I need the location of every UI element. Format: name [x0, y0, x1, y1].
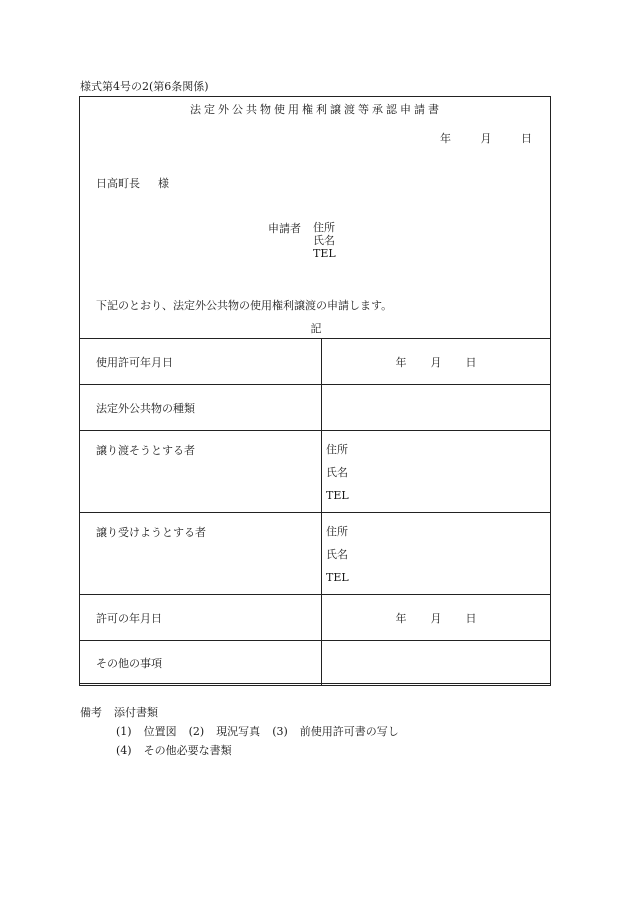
table-row [80, 339, 551, 385]
addressee [96, 178, 169, 189]
addressee-honorific: 様 [158, 177, 169, 190]
table-row [80, 595, 551, 641]
notes-heading [80, 707, 158, 718]
details-table [79, 338, 551, 686]
approval-date-field[interactable] [322, 595, 551, 641]
transferor-tel-label: TEL [326, 489, 349, 502]
note-text: 位置図 [143, 725, 177, 738]
approval-date-label: 許可の年月日 [80, 595, 322, 641]
permit-date-field[interactable] [322, 339, 551, 385]
application-form-frame [79, 96, 551, 684]
note-num: (3) [272, 725, 288, 738]
approval-date-month: 月 [430, 611, 442, 625]
transferee-tel-label: TEL [326, 571, 349, 584]
date-day: 日 [521, 132, 532, 145]
statement: 下記のとおり、法定外公共物の使用権利譲渡の申請します。 [96, 299, 393, 312]
applicant-label: 申請者 [268, 222, 301, 235]
applicant-address-label: 住所 [313, 221, 335, 234]
notes-title: 備考 [80, 706, 102, 719]
applicant-tel-label: TEL [313, 247, 336, 260]
form-title: 法定外公共物使用権利譲渡等承認申請書 [190, 103, 442, 116]
application-date [414, 133, 532, 144]
table-row [80, 431, 551, 513]
note-text: 現況写真 [216, 725, 261, 738]
transferee-address-label: 住所 [326, 525, 348, 538]
transferee-label: 譲り受けようとする者 [80, 513, 322, 595]
transferor-label: 譲り渡そうとする者 [80, 431, 322, 513]
permit-date-year: 年 [395, 355, 407, 369]
applicant-fields [313, 223, 336, 262]
date-month: 月 [480, 132, 492, 145]
type-label: 法定外公共物の種類 [80, 385, 322, 431]
note-text: 前使用許可書の写し [299, 725, 399, 738]
permit-date-label: 使用許可年月日 [80, 339, 322, 385]
note-num: (4) [116, 744, 132, 757]
transferee-field[interactable] [322, 513, 551, 595]
other-label: その他の事項 [80, 641, 322, 686]
transferor-address-label: 住所 [326, 443, 348, 456]
date-year: 年 [440, 132, 451, 145]
notes-line-1 [116, 726, 399, 737]
ki-marker: 記 [310, 322, 322, 335]
applicant-name-label: 氏名 [313, 234, 335, 247]
table-row [80, 513, 551, 595]
addressee-name: 日高町長 [96, 177, 140, 190]
table-row [80, 641, 551, 686]
form-number: 様式第4号の2(第6条関係) [80, 80, 209, 93]
transferor-field[interactable] [322, 431, 551, 513]
type-field[interactable] [322, 385, 551, 431]
transferee-name-label: 氏名 [326, 548, 348, 561]
note-text: その他必要な書類 [143, 744, 232, 757]
note-num: (2) [188, 725, 205, 738]
note-num: (1) [116, 725, 132, 738]
table-row [80, 385, 551, 431]
notes-line-2 [116, 745, 232, 756]
permit-date-month: 月 [430, 355, 442, 369]
transferor-name-label: 氏名 [326, 466, 348, 479]
approval-date-day: 日 [465, 611, 477, 625]
approval-date-year: 年 [395, 611, 407, 625]
notes-subheading: 添付書類 [114, 706, 158, 719]
other-field[interactable] [322, 641, 551, 686]
permit-date-day: 日 [465, 355, 477, 369]
